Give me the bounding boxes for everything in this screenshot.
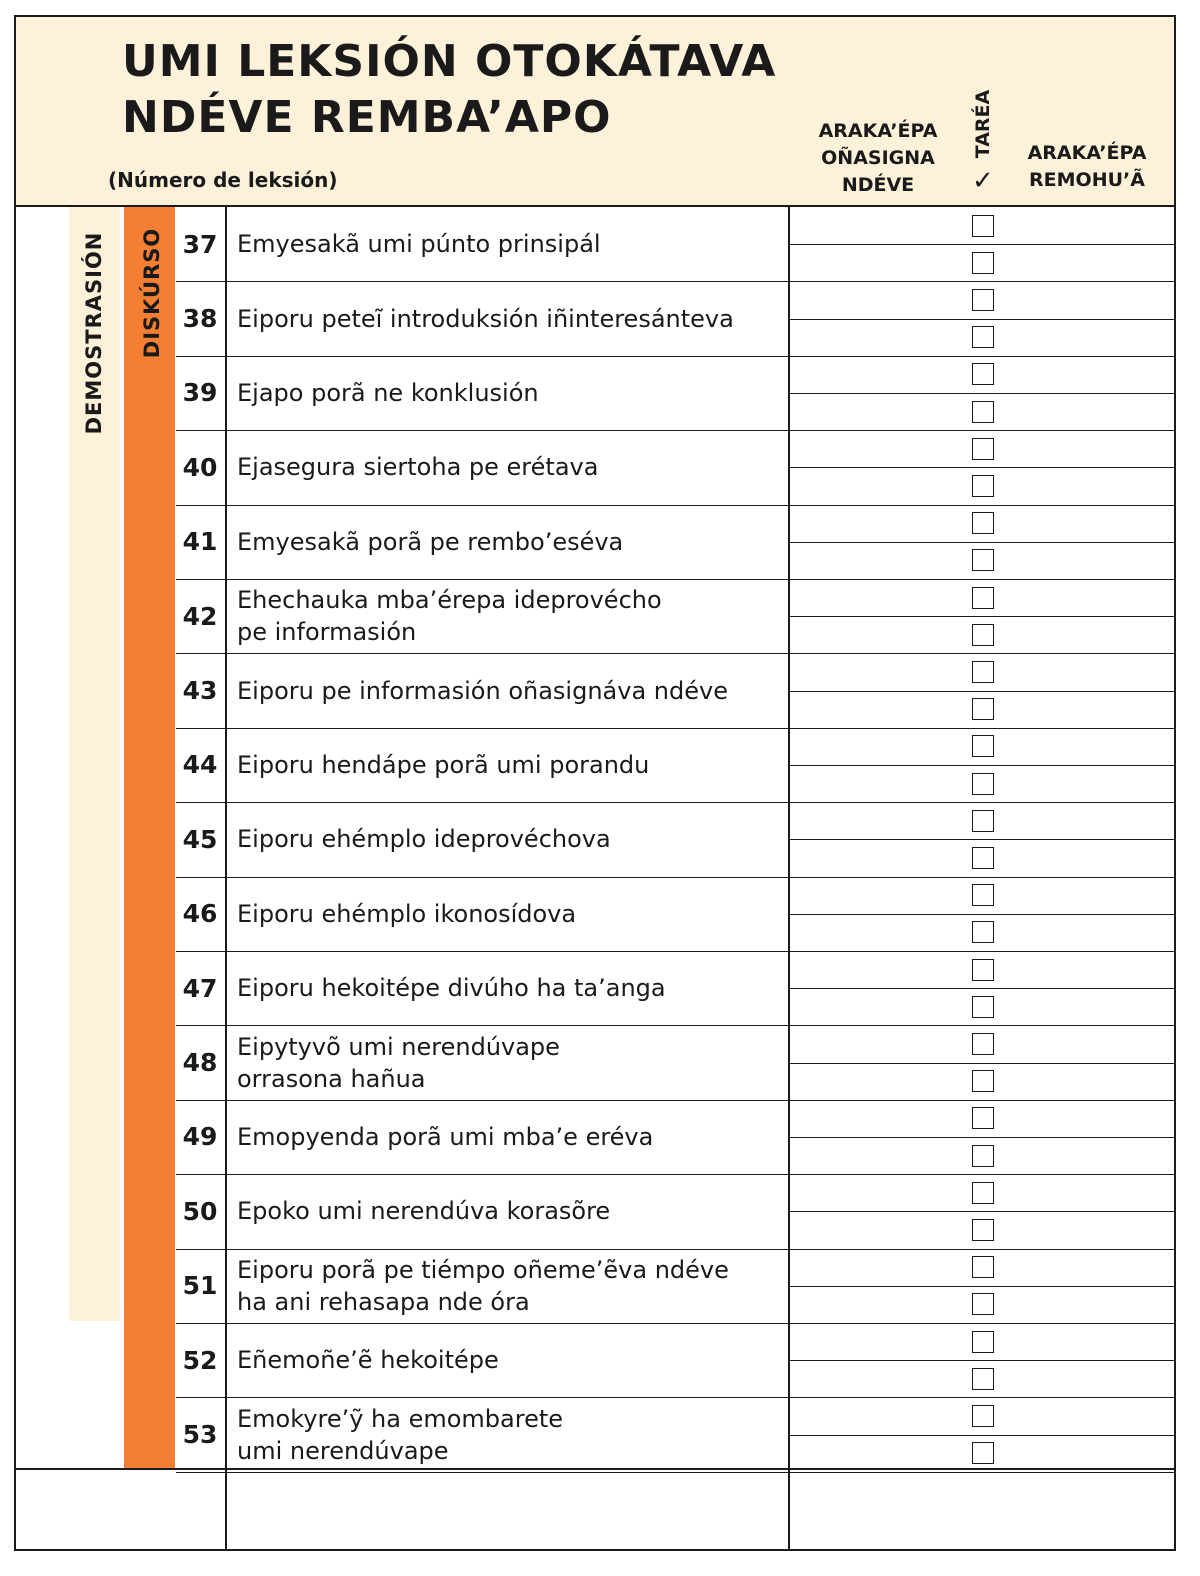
assignment-checkbox[interactable] — [972, 215, 994, 237]
completion-checkbox[interactable] — [972, 252, 994, 274]
row-midline — [790, 244, 1176, 245]
lesson-number: 37 — [182, 229, 218, 259]
column-header-task — [968, 86, 998, 196]
completion-checkbox[interactable] — [972, 1070, 994, 1092]
row-midline — [790, 1063, 1176, 1064]
completion-checkbox[interactable] — [972, 475, 994, 497]
lesson-title — [237, 579, 782, 653]
row-separator — [176, 1472, 1176, 1473]
completion-checkbox[interactable] — [972, 1145, 994, 1167]
lesson-number: 49 — [182, 1122, 218, 1152]
assignment-checkbox[interactable] — [972, 959, 994, 981]
assignment-checkbox[interactable] — [972, 884, 994, 906]
row-midline — [790, 467, 1176, 468]
assignment-checkbox[interactable] — [972, 587, 994, 609]
assignment-checkbox[interactable] — [972, 1033, 994, 1055]
assignment-checkbox[interactable] — [972, 438, 994, 460]
completion-checkbox[interactable] — [972, 624, 994, 646]
lesson-number: 50 — [182, 1196, 218, 1226]
lesson-number: 45 — [182, 824, 218, 854]
lesson-title-text — [237, 1254, 729, 1318]
lesson-title-text — [237, 1031, 560, 1095]
completion-checkbox[interactable] — [972, 773, 994, 795]
lesson-title-line-1: Ehechauka mba’érepa ideprovécho — [237, 586, 662, 615]
row-midline — [790, 765, 1176, 766]
lesson-title — [237, 430, 782, 504]
title-line-1: UMI LEKSIÓN OTOKÁTAVA — [122, 36, 777, 87]
lesson-title-line-1: Eiporu hekoitépe divúho ha ta’anga — [237, 974, 666, 1003]
lesson-title-text — [237, 303, 734, 335]
assigned-line-1: ARAKA’ÉPA — [818, 120, 938, 142]
lesson-title-line-1: Emokyre’ỹ ha emombarete — [237, 1404, 564, 1433]
lesson-number: 43 — [182, 676, 218, 706]
assignment-checkbox[interactable] — [972, 1256, 994, 1278]
lesson-number: 48 — [182, 1048, 218, 1078]
assigned-line-2: OÑASIGNA — [821, 147, 935, 169]
lesson-title-line-1: Eiporu pe informasión oñasignáva ndéve — [237, 676, 728, 705]
lesson-title-text — [237, 1121, 653, 1153]
lesson-number-caption: (Número de leksión) — [108, 168, 338, 192]
completion-checkbox[interactable] — [972, 847, 994, 869]
lesson-title — [237, 356, 782, 430]
lesson-title-line-1: Eiporu ehémplo ikonosídova — [237, 899, 577, 928]
lesson-title-line-1: Ejasegura siertoha pe erétava — [237, 453, 599, 482]
completion-checkbox[interactable] — [972, 401, 994, 423]
row-midline — [790, 542, 1176, 543]
row-midline — [790, 1137, 1176, 1138]
row-midline — [790, 839, 1176, 840]
lesson-number: 44 — [182, 750, 218, 780]
lesson-title-line-1: Eiporu ehémplo ideprovéchova — [237, 825, 611, 854]
column-header-date-completed — [1012, 140, 1162, 194]
lesson-title — [237, 1100, 782, 1174]
assignment-checkbox[interactable] — [972, 1182, 994, 1204]
lesson-title — [237, 877, 782, 951]
assignment-checkbox[interactable] — [972, 735, 994, 757]
completion-checkbox[interactable] — [972, 1368, 994, 1390]
lesson-title-text — [237, 675, 728, 707]
lesson-title — [237, 802, 782, 876]
lesson-title-line-1: Eiporu peteĩ introduksión iñinteresánteva — [237, 304, 734, 333]
completion-checkbox[interactable] — [972, 326, 994, 348]
assignment-checkbox[interactable] — [972, 512, 994, 534]
assignment-checkbox[interactable] — [972, 289, 994, 311]
lesson-number: 41 — [182, 527, 218, 557]
lesson-title-line-1: Emyesakã umi púnto prinsipál — [237, 230, 601, 259]
task-label: TARÉA — [972, 89, 994, 159]
lesson-title-text — [237, 526, 623, 558]
lesson-title-text — [237, 1344, 499, 1376]
completion-checkbox[interactable] — [972, 698, 994, 720]
lesson-title-text — [237, 749, 649, 781]
lesson-title-line-1: Eipytyvõ umi nerendúvape — [237, 1032, 560, 1061]
lesson-number: 42 — [182, 601, 218, 631]
lesson-title — [237, 1323, 782, 1397]
lesson-title-line-1: Epoko umi nerendúva korasõre — [237, 1197, 611, 1226]
lesson-title — [237, 505, 782, 579]
title-line-2: NDÉVE REMBA’APO — [122, 92, 612, 143]
completion-checkbox[interactable] — [972, 1293, 994, 1315]
lesson-title-line-2: ha ani rehasapa nde óra — [237, 1287, 530, 1316]
lesson-title-text — [237, 972, 666, 1004]
lesson-title — [237, 728, 782, 802]
row-midline — [790, 914, 1176, 915]
assignment-checkbox[interactable] — [972, 1405, 994, 1427]
lesson-title — [237, 281, 782, 355]
lesson-title-text — [237, 898, 576, 930]
lesson-title-line-2: umi nerendúvape — [237, 1436, 449, 1465]
lesson-title-text — [237, 451, 598, 483]
assignment-checkbox[interactable] — [972, 363, 994, 385]
lesson-title-line-1: Emopyenda porã umi mba’e eréva — [237, 1122, 654, 1151]
completion-checkbox[interactable] — [972, 996, 994, 1018]
assignment-checkbox[interactable] — [972, 1107, 994, 1129]
lesson-title-text — [237, 1195, 610, 1227]
discourse-label: DISKÚRSO — [140, 227, 164, 359]
lesson-title — [237, 1025, 782, 1099]
column-header-date-assigned — [808, 118, 948, 199]
lesson-number: 51 — [182, 1271, 218, 1301]
assignment-checkbox[interactable] — [972, 810, 994, 832]
row-midline — [790, 319, 1176, 320]
lesson-title-line-1: Ejapo porã ne konklusión — [237, 378, 539, 407]
lesson-title-line-2: orrasona hañua — [237, 1064, 426, 1093]
lesson-title — [237, 951, 782, 1025]
row-midline — [790, 616, 1176, 617]
lesson-title-line-1: Emyesakã porã pe rembo’eséva — [237, 527, 624, 556]
completed-line-1: ARAKA’ÉPA — [1027, 142, 1147, 164]
lesson-title — [237, 1174, 782, 1248]
row-midline — [790, 691, 1176, 692]
demonstration-label: DEMOSTRASIÓN — [82, 231, 106, 435]
text-column-divider — [788, 207, 790, 1551]
lesson-number: 52 — [182, 1345, 218, 1375]
lesson-title — [237, 207, 782, 281]
number-column-divider — [225, 207, 227, 1551]
lesson-title-text — [237, 1403, 563, 1467]
row-midline — [790, 393, 1176, 394]
lesson-title-text — [237, 823, 611, 855]
page-title — [122, 34, 776, 146]
completion-checkbox[interactable] — [972, 549, 994, 571]
lesson-number: 53 — [182, 1420, 218, 1450]
assigned-line-3: NDÉVE — [841, 174, 915, 196]
lesson-title — [237, 1249, 782, 1323]
lesson-title-line-1: Eiporu hendápe porã umi porandu — [237, 750, 650, 779]
completion-checkbox[interactable] — [972, 1442, 994, 1464]
lesson-number: 38 — [182, 304, 218, 334]
lesson-number: 40 — [182, 452, 218, 482]
assignment-checkbox[interactable] — [972, 1331, 994, 1353]
lesson-title — [237, 653, 782, 727]
lesson-title — [237, 1397, 782, 1471]
completed-line-2: REMOHU’Ã — [1029, 169, 1145, 191]
assignment-checkbox[interactable] — [972, 661, 994, 683]
completion-checkbox[interactable] — [972, 921, 994, 943]
row-midline — [790, 1360, 1176, 1361]
lesson-number: 47 — [182, 973, 218, 1003]
row-midline — [790, 1211, 1176, 1212]
lesson-title-text — [237, 228, 601, 260]
lesson-title-line-1: Eiporu porã pe tiémpo oñeme’ẽva ndéve — [237, 1255, 729, 1284]
lesson-title-line-1: Eñemoñe’ẽ hekoitépe — [237, 1346, 499, 1375]
completion-checkbox[interactable] — [972, 1219, 994, 1241]
lesson-number: 39 — [182, 378, 218, 408]
row-midline — [790, 988, 1176, 989]
checkmark-icon: ✓ — [972, 166, 994, 196]
lesson-title-line-2: pe informasión — [237, 618, 417, 647]
row-midline — [790, 1286, 1176, 1287]
lesson-title-text — [237, 584, 662, 648]
lesson-title-text — [237, 377, 539, 409]
row-midline — [790, 1435, 1176, 1436]
lesson-number: 46 — [182, 899, 218, 929]
